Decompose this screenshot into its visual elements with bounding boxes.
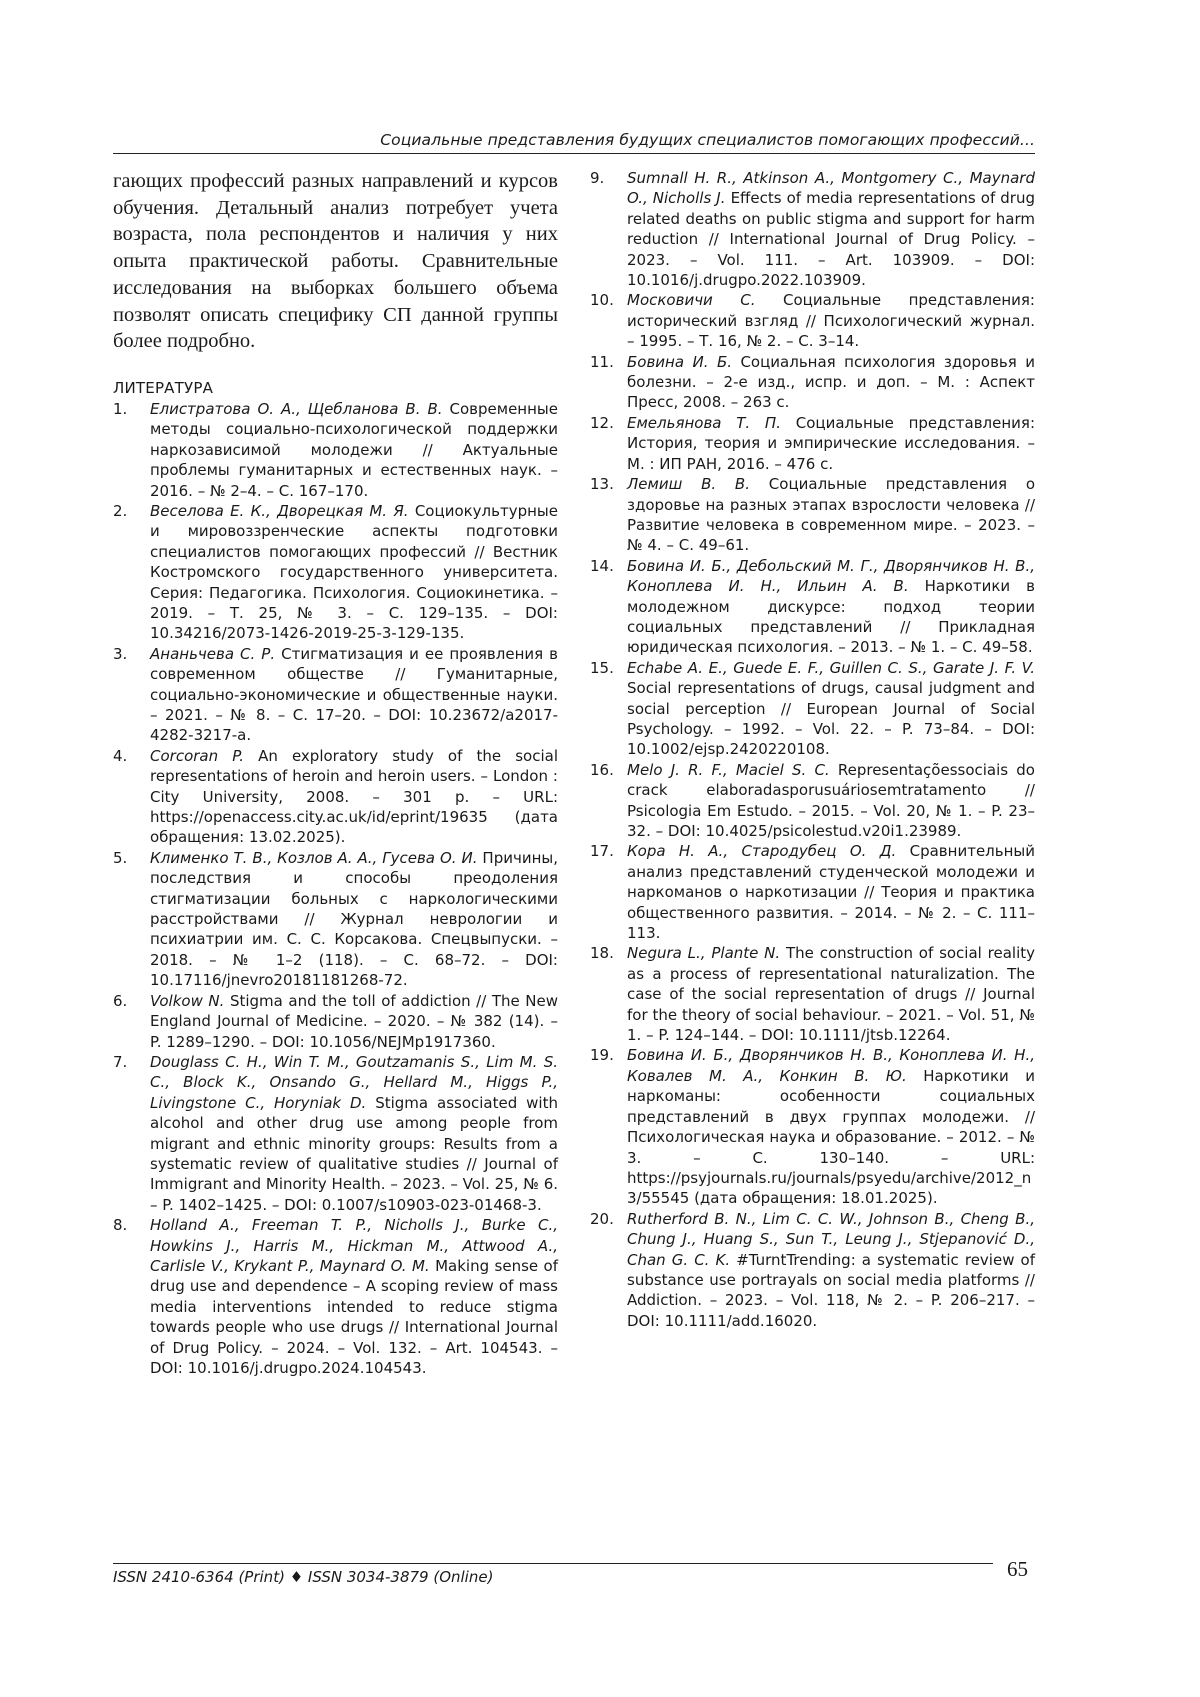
reference-authors: Кора Н. А., Стародубец О. Д.: [627, 842, 897, 861]
reference-list-left: [113, 399, 558, 1379]
reference-number: 9.: [590, 169, 605, 187]
reference-details: Наркотики и наркоманы: особенности социальных представлений в двух группах молодежи. // Психологическая наука и образование. – 2012. – № 3. – С. 130–140. – URL: https://psyjournals.ru/journals/psyedu/archive/2012_n3/55545 (дата обращения: 18.01.2025).: [627, 1066, 1036, 1208]
reference-item: [590, 760, 1035, 842]
reference-text: [150, 991, 558, 1052]
reference-number: 10.: [590, 291, 614, 310]
reference-authors: Volkow N.: [150, 991, 225, 1010]
reference-number: 18.: [590, 944, 614, 963]
reference-authors: Holland A., Freeman T. P., Nicholls J., Burke C., Howkins J., Harris M., Hickman M., Attwood A., Carlisle V., Krykant P., Maynard O. M.: [150, 1216, 558, 1275]
reference-text: [627, 413, 1035, 474]
references-heading: ЛИТЕРАТУРА: [113, 378, 214, 397]
reference-authors: Веселова Е. К., Дворецкая М. Я.: [150, 501, 409, 520]
reference-number: 12.: [590, 413, 614, 432]
reference-details: Социальные представления о здоровье на разных этапах взрослости человека // Развитие человека в современном мире. – 2023. – № 4. – С. 49–61.: [627, 475, 1035, 555]
reference-authors: Клименко Т. В., Козлов А. А., Гусева О. И.: [150, 848, 478, 867]
reference-authors: Московичи С.: [627, 291, 756, 310]
reference-details: Современные методы социально-психологической поддержки наркозависимой молодежи // Актуальные проблемы гуманитарных и естественных наук. – 2016. – № 2–4. – С. 167–170.: [150, 399, 558, 500]
reference-details: Stigma associated with alcohol and other drug use among people from migrant and ethnic minority groups: Results from a systematic review of qualitative studies // Journal of Immigrant and Minority Health. – 2023. – Vol. 25, № 6. – P. 1402–1425. – DOI: 0.1007/s10903-023-01468-3.: [150, 1093, 558, 1214]
right-column: [590, 168, 1035, 1331]
reference-list-right: [590, 168, 1035, 1331]
reference-details: The construction of social reality as a process of representational naturalization. The case of the social representation of drugs // Journal for the theory of social behaviour. – 2021. – Vol. 51, № 1. – P. 124–144. – DOI: 10.1111/jtsb.12264.: [627, 944, 1035, 1045]
reference-authors: Ананьчева С. Р.: [150, 644, 276, 663]
reference-number: 11.: [590, 352, 614, 371]
reference-details: Effects of media representations of drug related deaths on public stigma and support for harm reduction // International Journal of Drug Policy. – 2023. – Vol. 111. – Art. 103909. – DOI: 10.1016/j.drugpo.2022.103909.: [627, 189, 1035, 290]
reference-item: [590, 1209, 1035, 1331]
reference-text: [627, 290, 1035, 351]
reference-text: [150, 1052, 558, 1215]
reference-item: [113, 1052, 558, 1215]
reference-text: [627, 760, 1035, 842]
reference-text: [627, 1045, 1035, 1208]
reference-authors: Лемиш В. В.: [627, 475, 750, 494]
reference-item: [113, 991, 558, 1052]
reference-number: 13.: [590, 475, 614, 494]
reference-text: [150, 848, 558, 991]
reference-number: 8.: [113, 1216, 128, 1235]
reference-item: [113, 644, 558, 746]
reference-item: [590, 1045, 1035, 1208]
reference-item: [590, 658, 1035, 760]
left-column: [113, 168, 558, 1378]
reference-item: [590, 352, 1035, 413]
reference-number: 17.: [590, 842, 614, 861]
reference-details: An exploratory study of the social representations of heroin and heroin users. – London : City University, 2008. – 301 p. – URL: https://openaccess.city.ac.uk/id/eprint/19635 (дата обращения: 13.02.2025).: [150, 746, 558, 847]
reference-details: Причины, последствия и способы преодоления стигматизации больных с наркологическими расстройствами // Журнал неврологии и психиатрии им. С. С. Корсакова. Спецвыпуски. – 2018. – № 1–2 (118). – С. 68–72. – DOI: 10.17116/jnevro20181181268-72.: [150, 848, 558, 990]
reference-authors: Negura L., Plante N.: [627, 944, 781, 963]
running-title: Социальные представления будущих специалистов помогающих профессий...: [380, 131, 1035, 149]
reference-authors: Емельянова Т. П.: [627, 413, 781, 432]
reference-item: [113, 848, 558, 991]
reference-details: #TurntTrending: a systematic review of substance use portrayals on social media platforms // Addiction. – 2023. – Vol. 118, № 2. – P. 206–217. – DOI: 10.1111/add.16020.: [627, 1250, 1035, 1330]
reference-item: [590, 556, 1035, 658]
reference-details: Социокультурные и мировоззренческие аспекты подготовки специалистов помогающих профессий // Вестник Костромского государственного университета. Серия: Педагогика. Психология. Социокинетика. – 2019. – Т. 25, № 3. – С. 129–135. – DOI: 10.34216/2073-1426-2019-25-3-129-135.: [150, 501, 559, 643]
reference-number: 14.: [590, 556, 614, 575]
reference-number: 1.: [113, 399, 128, 418]
reference-authors: Sumnall H. R., Atkinson A., Montgomery C., Maynard O., Nicholls J.: [627, 169, 1035, 208]
reference-item: [113, 399, 558, 501]
footer-rule: [113, 1563, 993, 1564]
reference-text: [150, 1215, 558, 1378]
reference-number: 7.: [113, 1052, 128, 1071]
reference-authors: Douglass C. H., Win T. M., Goutzamanis S., Lim M. S. C., Block K., Onsando G., Hellard M., Higgs P., Livingstone C., Horyniak D.: [150, 1052, 558, 1112]
body-paragraph: гающих профессий разных направлений и курсов обучения. Детальный анализ потребует учета возраста, пола респондентов и наличия у них опыта практической работы. Сравнительные исследования на выборках большего объема позволят описать специфику СП данной группы более подробно.: [113, 170, 558, 353]
reference-text: [150, 746, 558, 848]
reference-details: Социальные представления: исторический взгляд // Психологический журнал. – 1995. – Т. 16, № 2. – С. 3–14.: [627, 291, 1035, 351]
reference-number: 20.: [590, 1209, 614, 1228]
reference-number: 3.: [113, 644, 128, 663]
reference-text: [627, 556, 1035, 658]
reference-number: 15.: [590, 658, 614, 677]
reference-details: Наркотики в молодежном дискурсе: подход теории социальных представлений // Прикладная юридическая психология. – 2013. – № 1. – С. 49–58.: [627, 577, 1035, 657]
reference-text: [627, 841, 1035, 943]
reference-text: [627, 352, 1035, 413]
reference-authors: Елистратова О. А., Щебланова В. В.: [150, 399, 443, 418]
reference-authors: Echabe A. E., Guede E. F., Guillen C. S., Garate J. F. V.: [627, 658, 1035, 677]
reference-details: Сравнительный анализ представлений студенческой молодежи и наркоманов о наркотизации // Теория и практика общественного развития. – 2014. – № 2. – С. 111–113.: [627, 842, 1035, 943]
page-number: 65: [1007, 1557, 1028, 1581]
reference-number: 6.: [113, 991, 128, 1010]
reference-authors: Melo J. R. F., Maciel S. C.: [627, 760, 830, 779]
reference-details: Стигматизация и ее проявления в современном обществе // Гуманитарные, социально-экономические и общественные науки. – 2021. – № 8. – С. 17–20. – DOI: 10.23672/a2017-4282-3217-a.: [150, 644, 558, 745]
reference-text: [627, 474, 1035, 556]
reference-number: 19.: [590, 1046, 614, 1065]
reference-authors: Corcoran P.: [150, 746, 244, 765]
issn-line: ISSN 2410-6364 (Print) ♦ ISSN 3034-3879 (Online): [113, 1568, 494, 1586]
reference-text: [627, 943, 1035, 1045]
reference-item: [113, 746, 558, 848]
reference-authors: Бовина И. Б., Дворянчиков Н. В., Коноплева И. Н., Ковалев М. А., Конкин В. Ю.: [627, 1046, 1035, 1085]
reference-item: [590, 943, 1035, 1045]
reference-text: [150, 399, 558, 501]
reference-details: Социальная психология здоровья и болезни. – 2-е изд., испр. и доп. – М. : Аспект Пресс, 2008. – 263 с.: [627, 352, 1035, 412]
reference-details: Социальные представления: История, теория и эмпирические исследования. – М. : ИП РАН, 2016. – 476 с.: [627, 413, 1035, 473]
reference-authors: Бовина И. Б.: [627, 352, 732, 371]
reference-text: [627, 1209, 1035, 1331]
reference-number: 2.: [113, 501, 128, 520]
reference-number: 16.: [590, 760, 614, 779]
reference-details: Stigma and the toll of addiction // The New England Journal of Medicine. – 2020. – № 382 (14). – P. 1289–1290. – DOI: 10.1056/NEJMp1917360.: [150, 991, 558, 1051]
reference-details: Social representations of drugs, causal judgment and social perception // European Journal of Social Psychology. – 1992. – Vol. 22. – P. 73–84. – DOI: 10.1002/ejsp.2420220108.: [627, 679, 1035, 759]
reference-text: [627, 658, 1035, 760]
reference-number: 5.: [113, 848, 128, 867]
reference-authors: Rutherford B. N., Lim C. C. W., Johnson B., Cheng B., Chung J., Huang S., Sun T., Leung J., Stjepanović D., Chan G. C. K.: [627, 1209, 1035, 1269]
reference-item: [590, 474, 1035, 556]
reference-text: [150, 644, 558, 746]
reference-item: [590, 290, 1035, 351]
reference-text: [150, 501, 558, 644]
header-rule: [113, 153, 1035, 154]
reference-text: [627, 168, 1035, 290]
reference-item: [113, 501, 558, 644]
reference-details: Making sense of drug use and dependence – A scoping review of mass media interventions intended to reduce stigma towards people who use drugs // International Journal of Drug Policy. – 2024. – Vol. 132. – Art. 104543. – DOI: 10.1016/j.drugpo.2024.104543.: [150, 1256, 558, 1378]
reference-item: [590, 413, 1035, 474]
reference-details: Representaçõessociais do crack elaboradasporusuáriosemtratamento // Psicologia Em Estudo. – 2015. – Vol. 20, № 1. – P. 23–32. – DOI: 10.4025/psicolestud.v20i1.23989.: [627, 760, 1035, 840]
reference-item: [113, 1215, 558, 1378]
reference-authors: Бовина И. Б., Дебольский М. Г., Дворянчиков Н. В., Коноплева И. Н., Ильин А. В.: [627, 556, 1035, 596]
reference-item: [590, 841, 1035, 943]
reference-number: 4.: [113, 746, 128, 765]
reference-item: [590, 168, 1035, 290]
